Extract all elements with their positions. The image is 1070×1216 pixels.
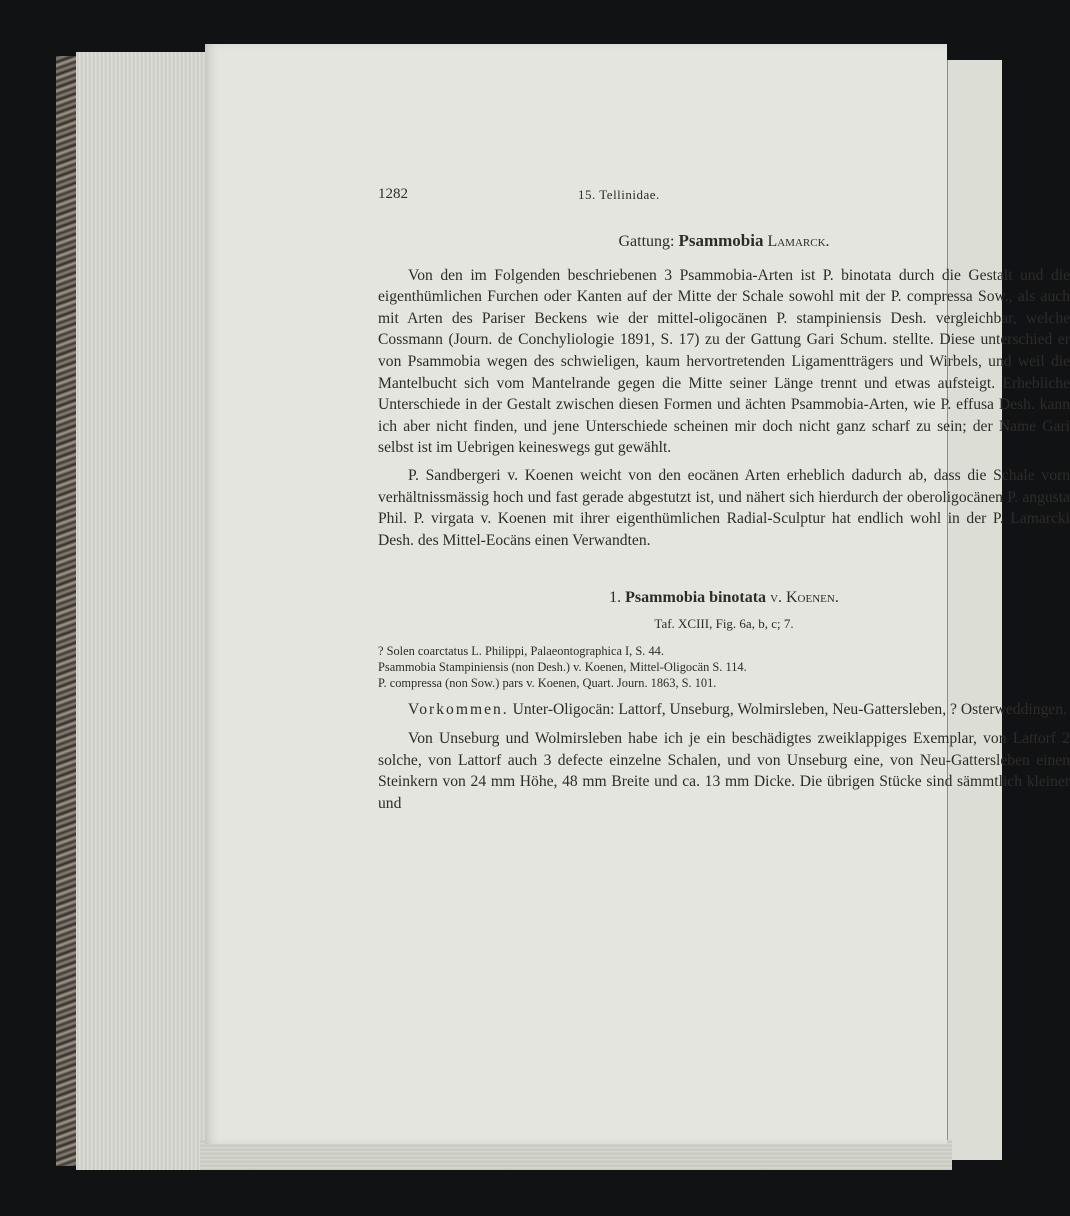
page-header: [378, 184, 1068, 208]
species-author: v. Koenen.: [770, 589, 839, 607]
paragraph-specimens: Von Unseburg und Wolmirsleben habe ich je ein beschädigtes zweiklappiges Exemplar, von Lattorf 2 solche, von Lattorf auch 3 defecte einzelne Schalen, und von Unseburg eine, von Neu-Gattersleben einen Steinkern von 24 mm Höhe, 48 mm Breite und ca. 13 mm Dicke. Die übrigen Stücke sind sämmtlich kleiner und: [378, 730, 1070, 812]
paragraph-intro: Von den im Folgenden beschriebenen 3 Psammobia-Arten ist P. binotata durch die Gestalt und die eigenthümlichen Furchen oder Kanten auf der Mitte der Schale sowohl mit der P. compressa Sow., als auch mit Arten des Pariser Beckens wie der mittel-oligocänen P. stampiniensis Desh. vergleichbar, welche Cossmann (Journ. de Conchyliologie 1891, S. 17) zu der Gattung Gari Schum. stellte. Diese unterschied er von Psammobia wegen des schwieligen, kaum hervortretenden Ligamentträgers und Wirbels, und weil die Mantelbucht sich vom Mantelrande gegen die Mitte seiner Länge trennt und etwas aufsteigt. Erhebliche Unterschiede in der Gestalt zwischen diesen Formen und ächten Psammobia-Arten, wie P. effusa Desh. kann ich aber nicht finden, und jene Unterschiede scheinen mir doch nicht ganz scharf zu sein; der Name Gari selbst ist im Uebrigen keineswegs gut gewählt.: [378, 266, 1070, 457]
genus-prefix: Gattung:: [618, 233, 675, 250]
running-head: 15. Tellinidae.: [578, 187, 660, 202]
species-number: 1.: [609, 589, 622, 607]
species-heading: [378, 587, 1070, 609]
occurrence-text: Unter-Oligocän: Lattorf, Unseburg, Wolmirsleben, Neu-Gattersleben, ? Osterweddingen.: [512, 700, 1067, 718]
page-edges-left: [76, 52, 217, 1170]
page-number: 1282: [378, 186, 408, 202]
genus-heading: [378, 230, 1070, 253]
synonym-entry: Psammobia Stampiniensis (non Desh.) v. Koenen, Mittel-Oligocän S. 114.: [378, 659, 747, 674]
species-name: Psammobia binotata: [625, 589, 767, 607]
synonym-entry: P. compressa (non Sow.) pars v. Koenen, Quart. Journ. 1863, S. 101.: [378, 675, 717, 690]
synonym-entry: ? Solen coarctatus L. Philippi, Palaeontographica I, S. 44.: [378, 643, 664, 658]
book-page: [205, 44, 1070, 1144]
paragraph-comparison: P. Sandbergeri v. Koenen weicht von den eocänen Arten erheblich dadurch ab, dass die Schale vorn verhältnissmässig hoch und fast gerade abgestutzt ist, und nähert sich hierdurch der oberoligocänen P. angusta Phil. P. virgata v. Koenen mit ihrer eigenthümlichen Radial-Sculptur hat endlich wohl in der P. Lamarcki Desh. des Mittel-Eocäns einen Verwandten.: [378, 466, 1070, 549]
page-edges-bottom: [200, 1140, 952, 1170]
synonymy-list: [378, 643, 1070, 691]
occurrence-label: Vorkommen.: [408, 700, 509, 718]
genus-name: Psammobia: [678, 231, 764, 250]
page-content: [378, 184, 1068, 814]
occurrence-paragraph: [378, 699, 1070, 721]
plate-reference: Taf. XCIII, Fig. 6a, b, c; 7.: [654, 615, 794, 631]
genus-author: Lamarck.: [767, 233, 830, 250]
book-spine: [56, 56, 78, 1166]
